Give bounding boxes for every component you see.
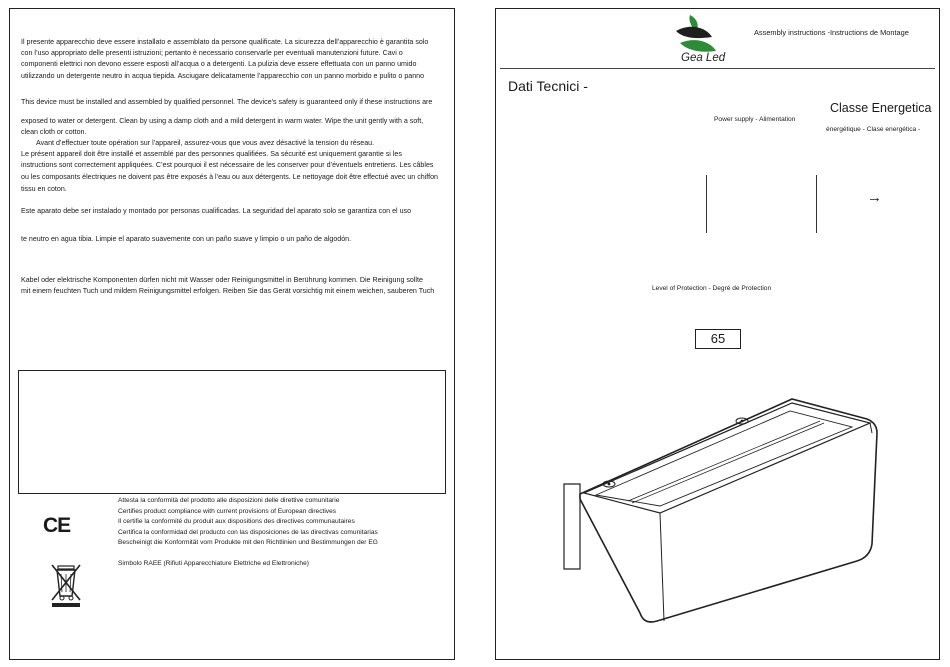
spanish-instructions-tail <box>21 234 445 245</box>
english-instructions <box>21 116 445 138</box>
arrow-right-icon: → <box>867 189 882 206</box>
text-line: tissu en coton. <box>21 185 67 193</box>
conformity-statement <box>118 496 378 549</box>
text-line: Este aparato debe ser instalado y montado por personas cualificadas. La seguridad del aparato solo se garantiza con el uso <box>21 207 412 215</box>
text-line: instructions sont correctement appliquées. C’est pourquoi il est nécessaire de les conserver pour d’éventuels entretiens. Les câbles <box>21 161 434 170</box>
right-page <box>495 8 940 660</box>
italian-instructions <box>21 37 445 82</box>
text-line: Le présent appareil doit être installé et assemblé par des personnes qualifiées. Sa sécurité est uniquement garantie si les <box>21 150 402 159</box>
wall-lamp-drawing <box>552 389 892 629</box>
weee-bin-icon <box>49 562 83 608</box>
french-instructions-tail <box>21 184 445 195</box>
left-page <box>9 8 455 660</box>
text-line: utilizzando un detergente neutro in acqua tiepida. Asciugare delicatamente l’apparecchio con un panno morbido e pulito o panno <box>21 71 425 80</box>
text-line: te neutro en agua tibia. Limpie el aparato suavemente con un paño suave y limpio o un paño de algodón. <box>21 235 352 243</box>
divider-line <box>816 175 817 233</box>
text-line: Il presente apparecchio deve essere installato e assemblato da persone qualificate. La sicurezza dell’apparecchio è garantita solo <box>21 38 429 46</box>
header-title: Assembly instructions -Instructions de Montage <box>754 28 909 37</box>
english-instructions-line <box>21 97 445 108</box>
text-line: Attesta la conformità del prodotto alle disposizioni delle direttive comunitarie <box>118 497 340 504</box>
text-line: mit einem feuchten Tuch und mildem Reinigungsmittel erfolgen. Reiben Sie das Gerät vorsichtig mit einem weichen, sauberen Tuch <box>21 287 435 296</box>
text-line: Certifica la conformidad del producto con las disposiciones de las directivas comunitarias <box>118 528 378 536</box>
text-line: Kabel oder elektrische Komponenten dürfen nicht mit Wasser oder Reinigungsmittel in Berührung kommen. Die Reinigung sollte <box>21 276 423 284</box>
french-instructions <box>21 138 445 183</box>
spanish-instructions <box>21 206 445 217</box>
divider-line <box>706 175 707 233</box>
ce-mark-icon: CE <box>43 514 71 537</box>
empty-notes-box <box>18 370 446 494</box>
text-line: componenti elettrici non devono essere esposti all’acqua o a detergenti. La pulizia deve essere effettuata con un panno umido <box>21 60 417 69</box>
text-line: Avant d’effectuer toute opération sur l’appareil, assurez-vous que vous avez désactivé la tension du réseau. <box>36 139 375 147</box>
text-line: clean cloth or cotton. <box>21 128 87 137</box>
energy-class-heading: Classe Energetica <box>830 101 932 115</box>
technical-data-title: Dati Tecnici - <box>508 78 588 94</box>
power-supply-label: Power supply - Alimentation <box>714 116 796 123</box>
text-line: Certifies product compliance with current provisions of European directives <box>118 507 337 515</box>
german-instructions <box>21 275 445 297</box>
text-line: Il certifie la conformité du produit aux dispositions des directives communautaires <box>118 518 355 526</box>
raee-symbol-caption: Simbolo RAEE (Rifiuti Apparecchiature Elettriche ed Elettroniche) <box>118 560 309 567</box>
text-line: This device must be installed and assembled by qualified personnel. The device's safety is guaranteed only if these instructions are <box>21 98 433 106</box>
header-divider <box>500 68 935 69</box>
protection-level-label: Level of Protection - Degré de Protection <box>652 285 772 292</box>
energy-class-subtitle: énergétique - Clase energética - <box>826 126 921 133</box>
text-line: ou les composants électriques ne doivent pas être exposés à l’eau ou aux détergents. Le nettoyage doit être effectué avec un chiffon <box>21 172 438 181</box>
brand-name: Gea Led <box>681 52 726 64</box>
text-line: exposed to water or detergent. Clean by using a damp cloth and a mild detergent in warm water. Wipe the unit gently with a soft, <box>21 117 424 125</box>
text-line: Bescheinigt die Konformität vom Produkte mit den Richtlinien und Bestimmungen der EG <box>118 539 378 547</box>
ip-rating-box: 65 <box>695 329 741 349</box>
text-line: con l’uso appropriato delle presenti istruzioni; pertanto è necessario conservarle per eventuali manutenzioni future. Cavi o <box>21 49 403 58</box>
